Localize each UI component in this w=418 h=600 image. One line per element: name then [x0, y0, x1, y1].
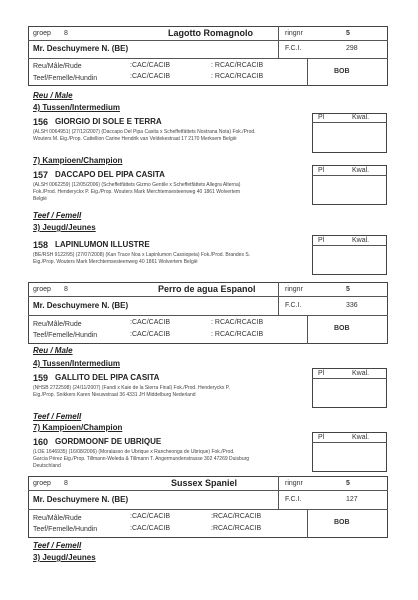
- rcac-male: :RCAC/RCACIB: [211, 513, 262, 520]
- class-intermedium: 4) Tussen/Intermedium: [33, 359, 120, 368]
- divider: [278, 282, 279, 315]
- dog-number: 157: [33, 170, 49, 180]
- score-pl-label: Pl: [318, 167, 325, 174]
- groep-label: groep: [33, 480, 51, 487]
- divider: [307, 315, 308, 344]
- fci-label: F.C.I.: [285, 496, 302, 503]
- divider: [28, 509, 388, 510]
- bob-label: BOB: [334, 519, 350, 526]
- ringnr-label: ringnr: [285, 286, 303, 293]
- dog-details: (ALSH 0062259) (12/05/2006) (Scheffetfättets Gizmo Gentile x Scheffetfättets Allegra Alterna): [33, 182, 241, 188]
- rcac-male: : RCAC/RCACIB: [211, 319, 264, 326]
- score-pl-label: Pl: [318, 114, 325, 121]
- fci-label: F.C.I.: [285, 302, 302, 309]
- fci-value: 298: [346, 45, 358, 52]
- judge-name: Mr. Deschuymere N. (BE): [33, 301, 129, 310]
- dog-number: 156: [33, 117, 49, 127]
- fci-value: 127: [346, 496, 358, 503]
- section-female: Teef / Femell: [33, 541, 82, 550]
- dog-name: LAPINLUMON ILLUSTRE: [55, 240, 150, 249]
- ringnr-value: 5: [346, 30, 350, 37]
- divider: [28, 296, 388, 297]
- divider: [28, 58, 388, 59]
- ringnr-label: ringnr: [285, 30, 303, 37]
- divider: [307, 509, 308, 538]
- fci-label: F.C.I.: [285, 45, 302, 52]
- class-champion: 7) Kampioen/Champion: [33, 423, 123, 432]
- divider: [28, 315, 388, 316]
- row-label-female: Teef/Femelle/Hundin: [33, 526, 98, 533]
- breed-name: Lagotto Romagnolo: [168, 28, 253, 38]
- class-intermedium: 4) Tussen/Intermedium: [33, 103, 120, 112]
- bob-label: BOB: [334, 325, 350, 332]
- class-jeunes: 3) Jeugd/Jeunes: [33, 553, 96, 562]
- cac-female: :CAC/CACIB: [130, 73, 171, 80]
- score-kwal-label: Kwal.: [352, 114, 370, 121]
- dog-details: België: [33, 196, 47, 202]
- dog-details: Fok./Prod. Henderyckx P. Eig./Prop. Wouters Mark Merchtemsesteenweg 40 1861 Wolvertem: [33, 189, 241, 195]
- dog-number: 158: [33, 240, 49, 250]
- dog-details: Wouters M. Eig./Prop. Cattellion Carine Hendrik van Veldekestraat 17 2170 Merksem België: [33, 136, 237, 142]
- bob-label: BOB: [334, 68, 350, 75]
- score-pl-label: Pl: [318, 370, 325, 377]
- groep-value: 8: [64, 480, 68, 487]
- divider: [278, 26, 279, 58]
- groep-value: 8: [64, 286, 68, 293]
- rcac-female: : RCAC/RCACIB: [211, 331, 264, 338]
- row-label-male: Reu/Mâle/Rude: [33, 515, 82, 522]
- divider: [307, 58, 308, 86]
- dog-name: DACCAPO DEL PIPA CASITA: [55, 170, 165, 179]
- dog-details: (ALSH 0064951) (27/12/2007) (Daccapo Del Pipa Casita x Scheffetfättets Nostrana Nota) Fok./Prod.: [33, 129, 256, 135]
- score-kwal-label: Kwal.: [352, 167, 370, 174]
- dog-details: Garcia Pérez Eig./Prop. Tillmann-Weleda & Tillmann T. Angermundenstrasse 302 47269 Duisburg: [33, 456, 250, 462]
- score-pl-label: Pl: [318, 237, 325, 244]
- rcac-female: : RCAC/RCACIB: [211, 73, 264, 80]
- breed-name: Sussex Spaniel: [171, 478, 238, 488]
- section-male: Reu / Male: [33, 91, 73, 100]
- dog-details: Eig./Prop. Snikkers Karen Nieuwstraat 36 4331 JH Middelburg Nederland: [33, 392, 196, 398]
- judge-name: Mr. Deschuymere N. (BE): [33, 495, 129, 504]
- divider: [28, 490, 388, 491]
- score-kwal-label: Kwal.: [352, 237, 370, 244]
- groep-value: 8: [64, 30, 68, 37]
- divider: [28, 40, 388, 41]
- dog-details: (BE/RSH 9122/95) (27/07/2008) (Kan Trace Noa x Lapinlumon Cassiopeia) Fok./Prod. Brandes S.: [33, 252, 251, 258]
- ringnr-value: 5: [346, 480, 350, 487]
- divider: [312, 442, 387, 443]
- row-label-male: Reu/Mâle/Rude: [33, 63, 82, 70]
- section-female: Teef / Femell: [33, 211, 82, 220]
- score-pl-label: Pl: [318, 434, 325, 441]
- fci-value: 336: [346, 302, 358, 309]
- dog-number: 159: [33, 373, 49, 383]
- section-male: Reu / Male: [33, 346, 73, 355]
- ringnr-value: 5: [346, 286, 350, 293]
- divider: [312, 378, 387, 379]
- judge-name: Mr. Deschuymere N. (BE): [33, 44, 129, 53]
- score-kwal-label: Kwal.: [352, 434, 370, 441]
- groep-label: groep: [33, 30, 51, 37]
- class-jeunes: 3) Jeugd/Jeunes: [33, 223, 96, 232]
- dog-name: GIORGIO DI SOLE E TERRA: [55, 117, 162, 126]
- score-kwal-label: Kwal.: [352, 370, 370, 377]
- dog-name: GALLITO DEL PIPA CASITA: [55, 373, 160, 382]
- divider: [278, 476, 279, 509]
- row-label-female: Teef/Femelle/Hundin: [33, 75, 98, 82]
- dog-details: (LOE 1646935) (16/08/2006) (Moralasso de Ubrique x Rancheonga de Ubrique) Fok./Prod.: [33, 449, 235, 455]
- class-champion: 7) Kampioen/Champion: [33, 156, 123, 165]
- divider: [312, 122, 387, 123]
- dog-details: Deutschland: [33, 463, 61, 469]
- section-female: Teef / Femell: [33, 412, 82, 421]
- cac-female: :CAC/CACIB: [130, 525, 171, 532]
- row-label-male: Reu/Mâle/Rude: [33, 321, 82, 328]
- divider: [312, 245, 387, 246]
- rcac-male: : RCAC/RCACIB: [211, 62, 264, 69]
- dog-details: (NHSB 2722598) (24/11/2007) (Fandi x Kaie de la Sierra Final) Fok./Prod. Henderyckx P.: [33, 385, 230, 391]
- cac-male: :CAC/CACIB: [130, 513, 171, 520]
- breed-name: Perro de agua Espanol: [158, 284, 256, 294]
- groep-label: groep: [33, 286, 51, 293]
- divider: [312, 175, 387, 176]
- rcac-female: :RCAC/RCACIB: [211, 525, 262, 532]
- row-label-female: Teef/Femelle/Hundin: [33, 332, 98, 339]
- ringnr-label: ringnr: [285, 480, 303, 487]
- cac-female: :CAC/CACIB: [130, 331, 171, 338]
- dog-details: Eig./Prop. Wouters Mark Merchtemsesteenweg 40 1861 Wolvertem België: [33, 259, 198, 265]
- dog-number: 160: [33, 437, 49, 447]
- dog-name: GORDMOONF DE UBRIQUE: [55, 437, 162, 446]
- cac-male: :CAC/CACIB: [130, 319, 171, 326]
- cac-male: :CAC/CACIB: [130, 62, 171, 69]
